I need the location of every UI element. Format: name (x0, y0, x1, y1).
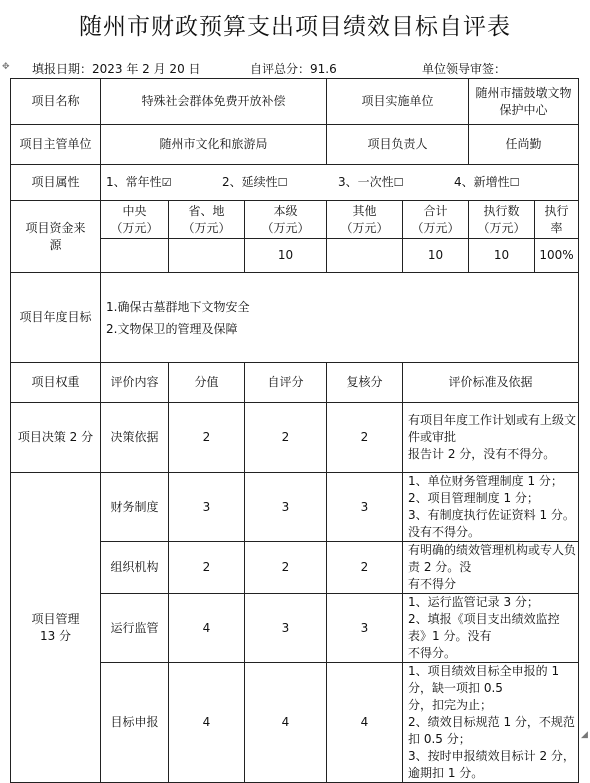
item-self-score: 3 (245, 473, 327, 542)
table-row (11, 403, 579, 473)
header-review-score: 复核分 (327, 363, 403, 403)
project-name-value: 特殊社会群体免费开放补偿 (101, 79, 327, 125)
item-criteria: 有明确的绩效管理机构或专人负责 2 分。没 有不得分 (403, 542, 579, 594)
project-name-label: 项目名称 (11, 79, 101, 125)
item-criteria: 1、运行监管记录 3 分； 2、填报《项目支出绩效监控表》1 分。没有 不得分。 (403, 594, 579, 663)
fund-value-executed: 10 (469, 239, 535, 273)
attribute-one-time[interactable]: 3、一次性☐ (338, 175, 404, 189)
annual-goal-label: 项目年度目标 (11, 273, 101, 363)
fund-source-label: 项目资金来源 (11, 201, 101, 273)
checkbox-icon[interactable]: ☐ (277, 176, 288, 189)
item-criteria: 有项目年度工作计划或有上级文件或审批 报告计 2 分，没有不得分。 (403, 403, 579, 473)
item-review-score: 3 (327, 473, 403, 542)
row-project-name (11, 79, 579, 125)
row-supervisor (11, 125, 579, 165)
item-review-score: 2 (327, 542, 403, 594)
fund-header-rate: 执行 率 (535, 201, 579, 239)
checkbox-icon[interactable]: ☐ (509, 176, 520, 189)
item-points: 2 (169, 403, 245, 473)
attribute-continuing[interactable]: 2、延续性☐ (222, 175, 288, 189)
item-points: 2 (169, 542, 245, 594)
item-content: 目标申报 (101, 663, 169, 783)
header-criteria: 评价标准及依据 (403, 363, 579, 403)
fund-header-central: 中央 （万元） (101, 201, 169, 239)
annual-goal-item: 2.文物保卫的管理及保障 (106, 321, 238, 336)
attribute-new[interactable]: 4、新增性☐ (454, 175, 520, 189)
evaluation-table (10, 78, 579, 783)
item-review-score: 4 (327, 663, 403, 783)
item-content: 运行监管 (101, 594, 169, 663)
item-content: 财务制度 (101, 473, 169, 542)
item-self-score: 4 (245, 663, 327, 783)
checkbox-icon[interactable]: ☐ (393, 176, 404, 189)
row-attributes (11, 165, 579, 201)
impl-unit-value: 随州市擂鼓墩文物保护中心 (469, 79, 579, 125)
fund-header-local: 本级 （万元） (245, 201, 327, 239)
item-self-score: 2 (245, 403, 327, 473)
header-weight: 项目权重 (11, 363, 101, 403)
fund-value-other (327, 239, 403, 273)
item-content: 组织机构 (101, 542, 169, 594)
fund-header-province: 省、地 （万元） (169, 201, 245, 239)
form-title: 随州市财政预算支出项目绩效目标自评表 (79, 14, 511, 40)
row-fund-headers (11, 201, 579, 239)
header-points: 分值 (169, 363, 245, 403)
move-handle-icon[interactable]: ✥ (2, 62, 10, 72)
header-content: 评价内容 (101, 363, 169, 403)
item-points: 4 (169, 663, 245, 783)
leader-review-label: 单位领导审签： (422, 62, 507, 76)
supervisor-unit-label: 项目主管单位 (11, 125, 101, 165)
item-points: 4 (169, 594, 245, 663)
owner-value: 任尚勤 (469, 125, 579, 165)
fund-header-other: 其他 （万元） (327, 201, 403, 239)
fund-value-province (169, 239, 245, 273)
item-points: 3 (169, 473, 245, 542)
owner-label: 项目负责人 (327, 125, 469, 165)
fund-value-total: 10 (403, 239, 469, 273)
fund-header-total: 合计 （万元） (403, 201, 469, 239)
annual-goal-content (101, 273, 579, 363)
table-row (11, 473, 579, 542)
attribute-label: 项目属性 (11, 165, 101, 201)
item-review-score: 3 (327, 594, 403, 663)
item-review-score: 2 (327, 403, 403, 473)
item-content: 决策依据 (101, 403, 169, 473)
self-score-total: 自评总分：91.6 (250, 62, 337, 76)
group-name-management: 项目管理 13 分 (11, 473, 101, 783)
fill-date: 填报日期：2023 年 2 月 20 日 (32, 62, 201, 76)
checkbox-checked-icon[interactable]: ☑ (161, 176, 172, 189)
annual-goal-item: 1.确保古墓群地下文物安全 (106, 299, 250, 314)
group-name-decision: 项目决策 2 分 (11, 403, 101, 473)
header-self-score: 自评分 (245, 363, 327, 403)
supervisor-unit-value: 随州市文化和旅游局 (101, 125, 327, 165)
item-self-score: 3 (245, 594, 327, 663)
fund-header-executed: 执行数 （万元） (469, 201, 535, 239)
row-score-headers (11, 363, 579, 403)
fund-value-central (101, 239, 169, 273)
fund-value-local: 10 (245, 239, 327, 273)
resize-handle-icon[interactable]: ◢ (581, 730, 588, 740)
row-annual-goals (11, 273, 579, 363)
impl-unit-label: 项目实施单位 (327, 79, 469, 125)
attribute-options (101, 165, 579, 201)
attribute-annual[interactable]: 1、常年性☑ (106, 175, 172, 189)
item-self-score: 2 (245, 542, 327, 594)
fund-value-rate: 100% (535, 239, 579, 273)
item-criteria: 1、项目绩效目标全申报的 1 分，缺一项扣 0.5 分，扣完为止； 2、绩效目标规范 1 分，不规范扣 0.5 分； 3、按时申报绩效目标计 2 分，逾期扣 1 分。 (403, 663, 579, 783)
item-criteria: 1、单位财务管理制度 1 分； 2、项目管理制度 1 分； 3、有制度执行佐证资料 1 分。没有不得分。 (403, 473, 579, 542)
